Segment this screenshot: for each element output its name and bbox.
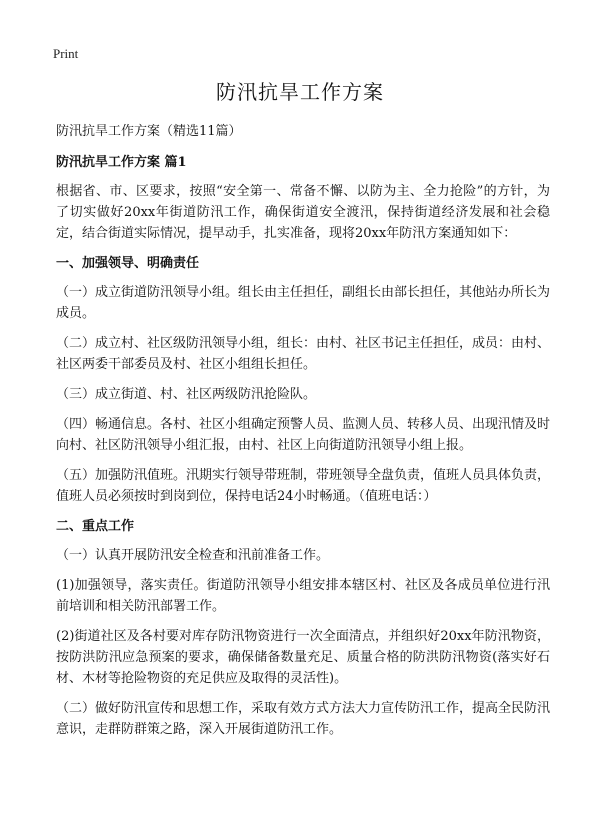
print-link[interactable]: Print [53,46,79,61]
section1-item: （四）畅通信息。各村、社区小组确定预警人员、监测人员、转移人员、出现汛情及时向村、社区防汛领导小组汇报，由村、社区上向街道防汛领导小组上报。 [56,417,551,453]
section2-item: （一）认真开展防汛安全检查和汛前准备工作。 [56,548,330,563]
intro-paragraph: 根据省、市、区要求，按照“安全第一、常备不懈、以防为主、全力抢险”的方针，为了切实做好20xx年街道防汛工作，确保街道安全渡汛，保持街道经济发展和社会稳定，结合街道实际情况，提早动手，扎实准备，现将20xx年防汛方案通知如下： [56,184,550,241]
section2-item: (1)加强领导，落实责任。街道防汛领导小组安排本辖区村、社区及各成员单位进行汛前培训和相关防汛部署工作。 [56,578,550,614]
section-heading-1: 一、加强领导、明确责任 [56,256,200,271]
document-subtitle: 防汛抗旱工作方案（精选11篇） [56,124,242,139]
section1-item: （五）加强防汛值班。汛期实行领导带班制，带班领导全盘负责，值班人员具体负责，值班人员必须按时到岗到位，保持电话24小时畅通。（值班电话：） [56,468,551,504]
section1-item: （一）成立街道防汛领导小组。组长由主任担任，副组长由部长担任，其他站办所长为成员。 [56,285,551,321]
section2-item: (2)街道社区及各村要对库存防汛物资进行一次全面清点，并组织好20xx年防汛物资，按防洪防汛应急预案的要求，确保储备数量充足、质量合格的防洪防汛物资(落实好石材、木材等抢险物资的充足供应及取得的灵活性)。 [56,629,550,686]
document-body [56,121,550,749]
document-title: 防汛抗旱工作方案 [216,80,384,104]
section1-item: （二）成立村、社区级防汛领导小组，组长：由村、社区书记主任担任，成员：由村、社区两委干部委员及村、社区小组组长担任。 [56,336,551,372]
section-heading-2: 二、重点工作 [56,519,135,534]
article-heading: 防汛抗旱工作方案 篇1 [56,155,187,170]
section1-item: （三）成立街道、村、社区两级防汛抢险队。 [56,387,317,402]
section2-item: （二）做好防汛宣传和思想工作，采取有效方式方法大力宣传防汛工作，提高全民防汛意识，走群防群策之路，深入开展街道防汛工作。 [56,701,551,737]
